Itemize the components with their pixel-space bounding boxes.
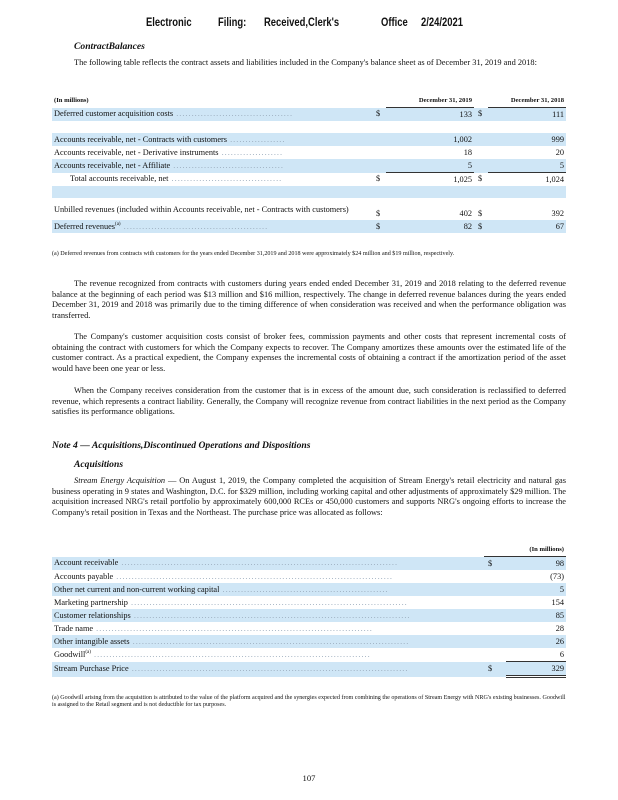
column-header-2018: December 31, 2018 bbox=[488, 95, 566, 108]
contract-balances-intro: The following table reflects the contract assets and liabilities included in the Company's balance sheet as of December 31, 2019 and 2018: bbox=[74, 58, 537, 67]
table-row bbox=[52, 557, 566, 571]
row-label: Accounts payable .......................................................................................... bbox=[54, 571, 393, 581]
currency-symbol: $ bbox=[478, 209, 483, 218]
row-label: Goodwill$^{(a)}$ .......................................................................................... bbox=[54, 649, 371, 659]
page-number: 107 bbox=[302, 773, 316, 783]
table-header-row bbox=[52, 95, 566, 108]
column-header-2019: December 31, 2019 bbox=[386, 95, 474, 108]
currency-symbol: $ bbox=[376, 174, 381, 184]
row-label: Trade name .......................................................................................... bbox=[54, 623, 373, 633]
contract-balances-table bbox=[52, 95, 566, 233]
paragraph-acquisition-costs: The Company's customer acquisition costs consist of broker fees, commission payments and other costs that represent incremental costs of obtaining the contract with customers for which the Company expects to recover. The Company amortizes these amounts over the estimated life of the customer contract. As a practical expedient, the Company expenses the incremental costs of obtaining a contract if the amortization period of the asset would have been one year or less. bbox=[52, 332, 566, 373]
currency-symbol bbox=[484, 570, 506, 583]
currency-symbol: $ bbox=[474, 220, 488, 233]
table-row bbox=[52, 146, 566, 159]
filing-header bbox=[0, 17, 618, 33]
currency-symbol bbox=[372, 159, 386, 173]
value-2019: 1,025 bbox=[453, 174, 472, 184]
currency-symbol bbox=[484, 609, 506, 622]
value-2018: 999 bbox=[488, 133, 566, 146]
value-2018: 5 bbox=[488, 159, 566, 173]
currency-symbol bbox=[474, 159, 488, 173]
paragraph-stream-energy bbox=[52, 476, 566, 518]
table-row bbox=[52, 648, 566, 662]
value-2018: 20 bbox=[555, 147, 564, 157]
currency-symbol bbox=[484, 648, 506, 662]
table-row bbox=[52, 583, 566, 596]
table-row bbox=[52, 133, 566, 146]
currency-symbol: $ bbox=[484, 557, 506, 571]
amount-value: 154 bbox=[551, 597, 564, 607]
footnote-marker: (a) bbox=[85, 649, 91, 655]
table-row bbox=[52, 570, 566, 583]
amount-value: 26 bbox=[506, 635, 566, 648]
value-2019: 1,002 bbox=[386, 133, 474, 146]
row-label: Marketing partnership .......................................................................................... bbox=[54, 597, 408, 607]
currency-symbol bbox=[372, 133, 386, 146]
table-row bbox=[52, 159, 566, 173]
currency-symbol: $ bbox=[372, 220, 386, 233]
row-label: Total accounts receivable, net .................................... bbox=[70, 174, 283, 184]
row-label: Accounts receivable, net - Derivative instruments .................... bbox=[54, 147, 284, 157]
header-office: Office bbox=[381, 17, 408, 29]
stream-energy-lead: Stream Energy Acquisition bbox=[74, 476, 166, 485]
unit-label: (In millions) bbox=[54, 97, 89, 105]
header-electronic: Electronic bbox=[146, 17, 192, 29]
amount-value: (73) bbox=[550, 571, 564, 581]
header-received: Received,Clerk's bbox=[264, 17, 340, 29]
footnote-marker: (a) bbox=[115, 221, 121, 227]
currency-symbol bbox=[484, 596, 506, 609]
currency-symbol bbox=[484, 635, 506, 648]
amount-value: 98 bbox=[506, 557, 566, 571]
value-2018: 392 bbox=[551, 209, 564, 218]
header-date: 2/24/2021 bbox=[421, 17, 463, 29]
row-label: Other intangible assets .......................................................................................... bbox=[52, 635, 484, 648]
row-label: Deferred customer acquisition costs ...................................... bbox=[52, 108, 372, 122]
currency-symbol bbox=[484, 622, 506, 635]
row-label: Other net current and non-current working capital ...................................................... bbox=[52, 583, 484, 596]
currency-symbol bbox=[484, 583, 506, 596]
currency-symbol: $ bbox=[484, 662, 506, 677]
currency-symbol bbox=[474, 133, 488, 146]
amount-value: 28 bbox=[555, 623, 564, 633]
table-row bbox=[52, 220, 566, 233]
table-row bbox=[52, 662, 566, 677]
paragraph-revenue-recognized: The revenue recognized from contracts with customers during years ended ended December 31, 2019 and 2018 relating to the deferred revenue balance at the beginning of each period was $13 million and $16 million, respectively. The change in deferred revenue balances during the years ended December 31, 2019 and 2018 was primarily due to the timing difference of when consideration was received and when the performance obligation was transferred. bbox=[52, 279, 566, 320]
table-row bbox=[52, 173, 566, 187]
purchase-price-table bbox=[52, 544, 566, 678]
currency-symbol: $ bbox=[478, 174, 483, 184]
table-row bbox=[52, 108, 566, 122]
value-2019: 18 bbox=[463, 147, 472, 157]
amount-value: 6 bbox=[506, 648, 566, 662]
value-2019: 5 bbox=[386, 159, 474, 173]
amount-value: 5 bbox=[506, 583, 566, 596]
contract-balances-title: ContractBalances bbox=[74, 41, 145, 52]
value-2019: 133 bbox=[386, 108, 474, 122]
value-2018: 1,024 bbox=[545, 174, 564, 184]
row-label: Accounts receivable, net - Contracts with customers .................. bbox=[52, 133, 372, 146]
row-label: Accounts receivable, net - Affiliate .................................... bbox=[52, 159, 372, 173]
row-label: Stream Purchase Price .......................................................................................... bbox=[52, 662, 484, 677]
value-2019: 402 bbox=[459, 209, 472, 218]
table-row bbox=[52, 609, 566, 622]
goodwill-footnote: (a) Goodwill arising from the acquisition is attributed to the value of the platform acquired and the synergies expected from combining the operations of Stream Energy with NRG's existing businesses. Goodwill is assigned to the Retail segment and is not deductible for tax purposes. bbox=[52, 695, 566, 709]
stream-energy-text: — On August 1, 2019, the Company completed the acquisition of Stream Energy's retail electricity and natural gas business operating in 9 states and Washington, D.C. for $329 million, including working capital and other adjustments of approximately $29 million. The acquisition increased NRG's retail portfolio by approximately 600,000 RCEs or 450,000 customers and supports NRG's ongoing efforts to increase the Company's retail position in Texas and the Northeast. The purchase price was allocated as follows: bbox=[52, 476, 567, 517]
row-label: Deferred revenues$^{(a)}$ ............................................... bbox=[52, 220, 372, 233]
value-2019: 82 bbox=[386, 220, 474, 233]
value-2018: 111 bbox=[488, 108, 566, 122]
table-row bbox=[52, 596, 566, 609]
row-label: Customer relationships .......................................................................................... bbox=[52, 609, 484, 622]
table-header-row bbox=[52, 544, 566, 557]
unit-label: (In millions) bbox=[484, 544, 566, 557]
table-row bbox=[52, 635, 566, 648]
spacer-row bbox=[52, 121, 566, 133]
table-row bbox=[52, 198, 566, 220]
value-2018: 67 bbox=[488, 220, 566, 233]
amount-value: 329 bbox=[506, 662, 566, 677]
amount-value: 85 bbox=[506, 609, 566, 622]
contract-balances-footnote: (a) Deferred revenues from contracts with customers for the years ended December 31,2019 and 2018 were approximately $24 million and $19 million, respectively. bbox=[52, 251, 455, 257]
spacer-row bbox=[52, 186, 566, 198]
acquisitions-subtitle: Acquisitions bbox=[74, 459, 124, 470]
row-label: Account receivable .......................................................................................... bbox=[52, 557, 484, 571]
table-row bbox=[52, 622, 566, 635]
currency-symbol: $ bbox=[372, 108, 386, 122]
currency-symbol: $ bbox=[474, 108, 488, 122]
header-filing: Filing: bbox=[218, 17, 247, 29]
row-label: Unbilled revenues (included within Accounts receivable, net - Contracts with customers) bbox=[54, 204, 349, 214]
paragraph-contract-liability: When the Company receives consideration from the customer that is in excess of the amount due, such consideration is reclassified to deferred revenue, which represents a contract liability. Generally, the Company will recognize revenue from contract liabilities in the next period as the Company satisfies its performance obligations. bbox=[52, 386, 566, 417]
currency-symbol: $ bbox=[376, 209, 381, 218]
note4-title: Note 4 — Acquisitions,Discontinued Operations and Dispositions bbox=[52, 440, 311, 451]
currency-symbol bbox=[372, 146, 386, 159]
currency-symbol bbox=[474, 146, 488, 159]
